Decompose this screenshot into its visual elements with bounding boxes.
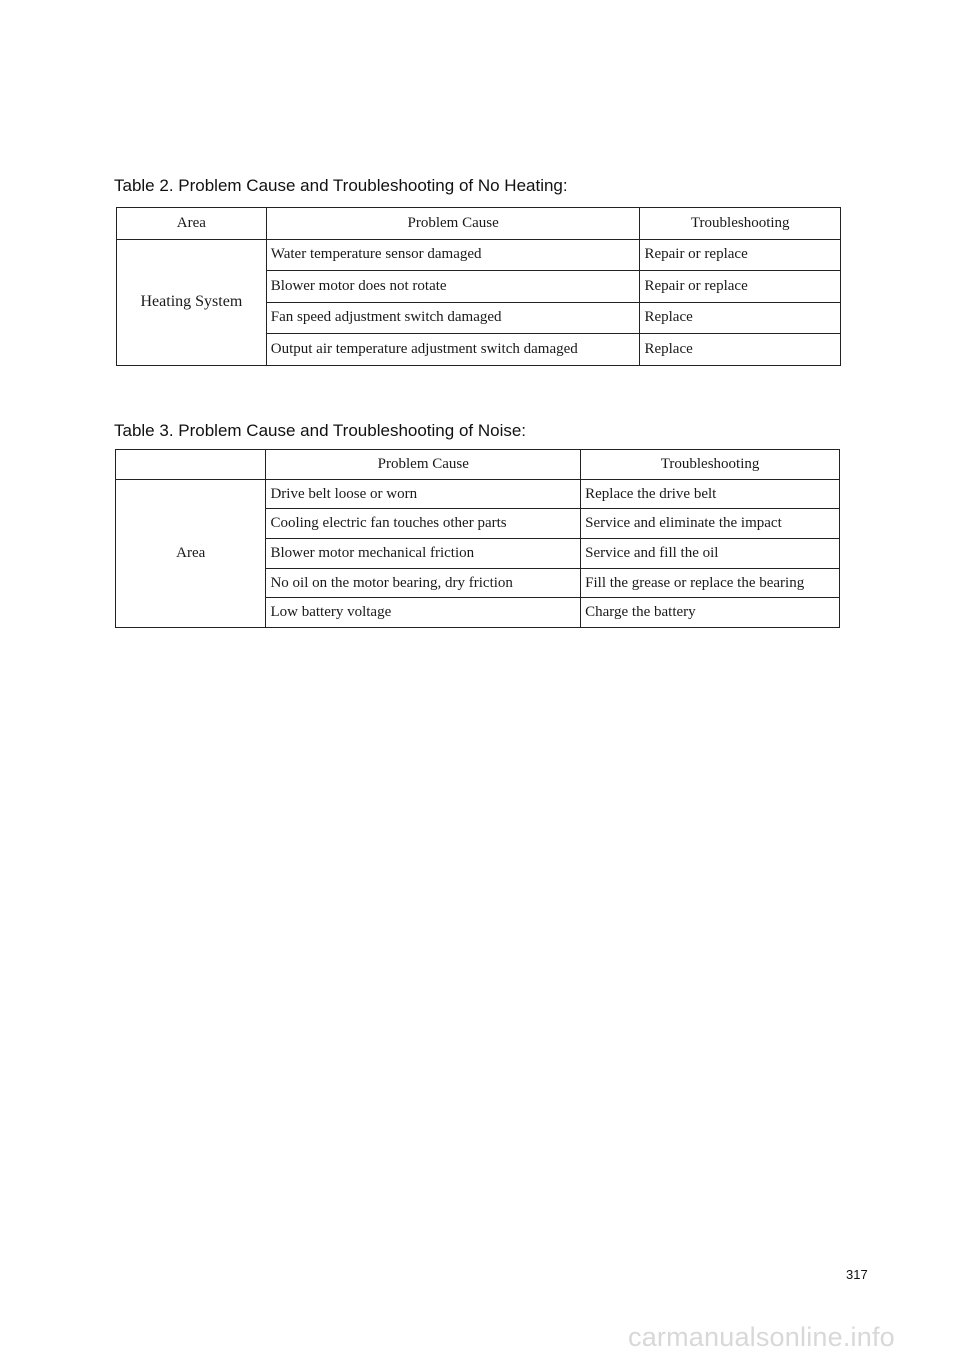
header-problem-cause: Problem Cause	[266, 450, 581, 480]
problem-cause-cell: Fan speed adjustment switch damaged	[266, 302, 640, 334]
header-empty	[116, 450, 266, 480]
troubleshooting-cell: Repair or replace	[640, 239, 841, 271]
troubleshooting-cell: Fill the grease or replace the bearing	[581, 568, 840, 598]
problem-cause-cell: Blower motor does not rotate	[266, 271, 640, 303]
table-row	[117, 239, 841, 271]
problem-cause-cell: Water temperature sensor damaged	[266, 239, 640, 271]
footer-watermark: carmanualsonline.info	[628, 1322, 895, 1352]
table-row	[116, 479, 840, 509]
area-cell: Heating System	[117, 239, 267, 365]
page-number: 317	[846, 1267, 868, 1282]
header-problem-cause: Problem Cause	[266, 208, 640, 240]
header-troubleshooting: Troubleshooting	[640, 208, 841, 240]
troubleshooting-cell: Replace the drive belt	[581, 479, 840, 509]
problem-cause-cell: Output air temperature adjustment switch damaged	[266, 334, 640, 366]
noise-table	[115, 449, 840, 628]
troubleshooting-cell: Charge the battery	[581, 598, 840, 628]
no-heating-table	[116, 207, 841, 366]
troubleshooting-cell: Repair or replace	[640, 271, 841, 303]
troubleshooting-cell: Replace	[640, 334, 841, 366]
problem-cause-cell: Blower motor mechanical friction	[266, 539, 581, 569]
troubleshooting-cell: Replace	[640, 302, 841, 334]
problem-cause-cell: Drive belt loose or worn	[266, 479, 581, 509]
table3-caption: Table 3. Problem Cause and Troubleshooting of Noise:	[114, 421, 527, 440]
troubleshooting-cell: Service and fill the oil	[581, 539, 840, 569]
area-cell: Area	[116, 479, 266, 627]
table-header-row	[116, 450, 840, 480]
table2-caption: Table 2. Problem Cause and Troubleshooting of No Heating:	[114, 176, 568, 195]
problem-cause-cell: No oil on the motor bearing, dry friction	[266, 568, 581, 598]
table-header-row	[117, 208, 841, 240]
problem-cause-cell: Low battery voltage	[266, 598, 581, 628]
header-area: Area	[117, 208, 267, 240]
troubleshooting-cell: Service and eliminate the impact	[581, 509, 840, 539]
problem-cause-cell: Cooling electric fan touches other parts	[266, 509, 581, 539]
header-troubleshooting: Troubleshooting	[581, 450, 840, 480]
